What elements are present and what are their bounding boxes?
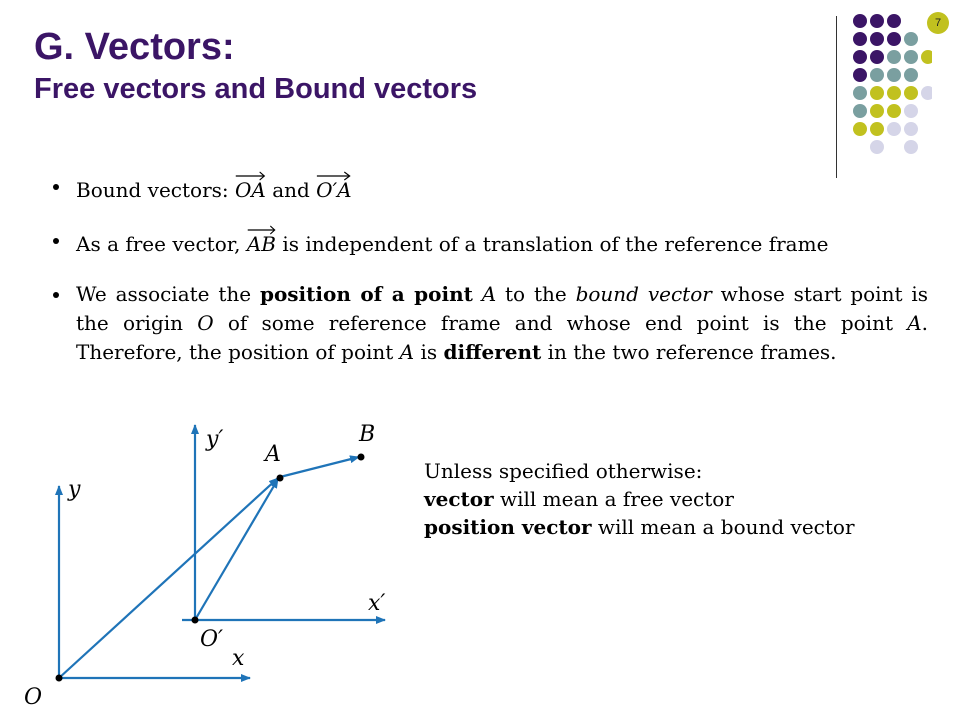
decorative-dot: [870, 122, 884, 136]
decorative-dot: [853, 50, 867, 64]
decorative-dot: [870, 104, 884, 118]
vector-OA-arrow: [59, 478, 278, 678]
point-O-prime: [192, 617, 199, 624]
decorative-dot: [870, 68, 884, 82]
point-O: [56, 675, 63, 682]
decorative-dot: [921, 86, 932, 100]
decorative-dot: [853, 122, 867, 136]
vector-OA: OA: [235, 172, 266, 205]
note-line-2: vector will mean a free vector: [424, 487, 734, 511]
decorative-dot: [853, 32, 867, 46]
decorative-dot: [887, 68, 901, 82]
bullet-1-and: and: [272, 178, 310, 202]
decorative-dot: [853, 86, 867, 100]
definition-note: [424, 457, 855, 541]
header-divider: [836, 16, 837, 178]
decorative-dot: [887, 86, 901, 100]
decorative-dot: [870, 32, 884, 46]
bullet-free-vector: [48, 226, 928, 259]
bullet-1-text: Bound vectors:: [76, 178, 229, 202]
label-A: A: [265, 442, 281, 467]
decorative-dot: [904, 32, 918, 46]
decorative-dot: [904, 50, 918, 64]
bullet-2-post: is independent of a translation of the reference frame: [282, 232, 829, 256]
decorative-dot-grid: [852, 13, 932, 158]
label-B: B: [359, 422, 376, 447]
decorative-dot: [887, 50, 901, 64]
label-x: x: [232, 646, 245, 671]
vector-AB: AB: [247, 226, 276, 259]
note-line-1: Unless specified otherwise:: [424, 459, 703, 483]
decorative-dot: [887, 32, 901, 46]
decorative-dot: [887, 104, 901, 118]
bold-position-of-a-point: position of a point: [259, 282, 473, 306]
label-y-prime: y′: [206, 427, 224, 452]
decorative-dot: [904, 104, 918, 118]
decorative-dot: [870, 140, 884, 154]
slide-title: [34, 22, 477, 106]
label-y: y: [68, 477, 81, 502]
decorative-dot: [853, 14, 867, 28]
decorative-dot: [904, 68, 918, 82]
point-B: [358, 454, 365, 461]
decorative-dot: [887, 14, 901, 28]
label-O-prime: O′: [200, 627, 224, 652]
slide-title-main: G. Vectors:: [34, 26, 235, 68]
decorative-dot: [853, 104, 867, 118]
bullet-2-pre: As a free vector,: [76, 232, 241, 256]
note-line-3: position vector will mean a bound vector: [424, 515, 855, 539]
vector-AB-arrow: [280, 457, 359, 477]
decorative-dot: [870, 86, 884, 100]
decorative-dot: [887, 122, 901, 136]
bold-different: different: [443, 340, 542, 364]
label-x-prime: x′: [368, 591, 386, 616]
point-A: [277, 475, 284, 482]
decorative-dot: [870, 50, 884, 64]
decorative-dot: [904, 140, 918, 154]
italic-bound-vector: bound vector: [575, 282, 712, 306]
decorative-dot: [853, 68, 867, 82]
decorative-dot: [904, 86, 918, 100]
bullet-list: [48, 172, 928, 388]
vector-O-prime-A-arrow: [195, 479, 278, 620]
page-number-badge: 7: [927, 12, 949, 34]
decorative-dot: [870, 14, 884, 28]
bullet-position-of-point: We associate the position of a point A to the bound vector whose start point is the origin O of some reference frame and whose end point is the point A. Therefore, the position of point A is different in the two reference frames.: [48, 280, 928, 367]
bullet-bound-vectors: [48, 172, 928, 205]
decorative-dot: [904, 122, 918, 136]
decorative-dot: [921, 50, 932, 64]
vector-O-prime-A: O′A: [316, 172, 351, 205]
slide-subtitle: Free vectors and Bound vectors: [34, 73, 478, 105]
label-O: O: [24, 685, 43, 710]
